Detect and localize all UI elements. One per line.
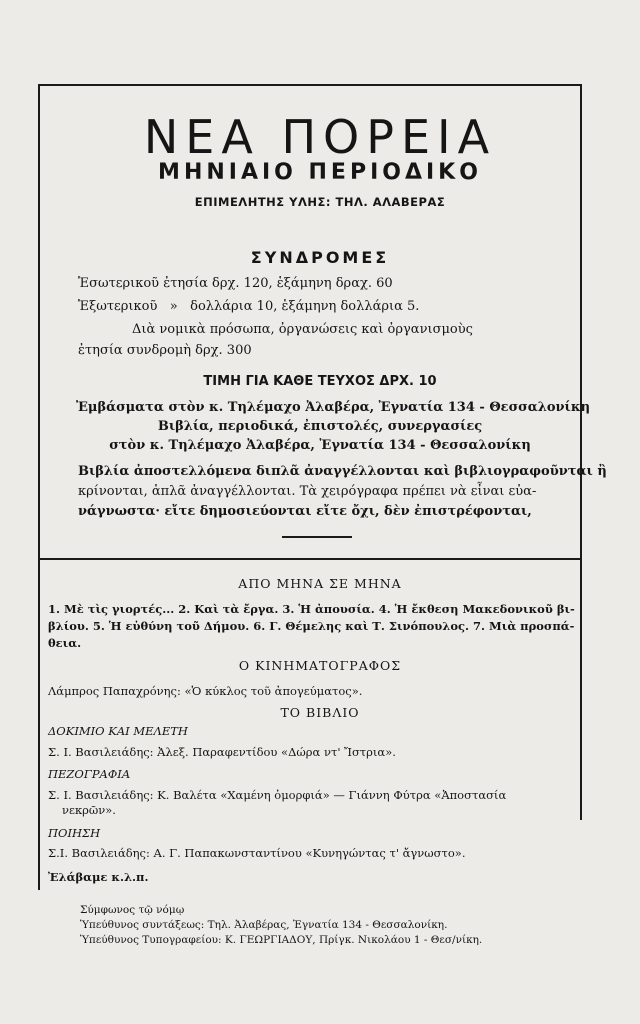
subscription-foreign: Ἐξωτερικοῦ » δολλάρια 10, ἑξάμηνη δολλάρια 5.: [78, 299, 420, 314]
essay-line: Σ. Ι. Βασιλειάδης: Ἀλεξ. Παραφεντίδου «Δώρα ντ' Ἴστρια».: [48, 745, 396, 759]
magazine-title: ΝΕΑ ΠΟΡΕΙΑ: [143, 110, 497, 164]
magazine-subtitle: ΜΗΝΙΑΙΟ ΠΕΡΙΟΔΙΚΟ: [158, 160, 482, 185]
left-rule: [38, 560, 40, 890]
month-line-1: 1. Μὲ τὶς γιορτές... 2. Καὶ τὰ ἔργα. 3. Ἡ ἀπουσία. 4. Ἡ ἔκθεση Μακεδονικοῦ βι-: [48, 602, 575, 616]
notice-line-3: νάγνωστα· εἴτε δημοσιεύονται εἴτε ὄχι, δὲν ἐπιστρέφονται,: [78, 504, 532, 519]
received-note: Ἐλάβαμε κ.λ.π.: [48, 870, 149, 884]
cinema-heading: Ο ΚΙΝΗΜΑΤΟΓΡΑΦΟΣ: [238, 658, 402, 673]
notice-line-1: Βιβλία ἀποστελλόμενα διπλᾶ ἀναγγέλλονται καὶ βιβλιογραφοῦνται ἢ: [78, 464, 607, 479]
prose-label: ΠΕΖΟΓΡΑΦΙΑ: [48, 767, 131, 781]
month-line-2: βλίου. 5. Ἡ εὐθύνη τοῦ Δήμου. 6. Γ. Θέμελης καὶ Τ. Σινόπουλος. 7. Μιὰ προσπά-: [48, 619, 575, 633]
editor-line: ΕΠΙΜΕΛΗΤΗΣ ΥΛΗΣ: ΤΗΛ. ΑΛΑΒΕΡΑΣ: [194, 195, 446, 209]
remittance-line-1: Ἐμβάσματα στὸν κ. Τηλέμαχο Ἀλαβέρα, Ἐγνατία 134 - Θεσσαλονίκη: [76, 400, 591, 415]
subscription-legal-2: ἐτησία συνδρομὴ δρχ. 300: [78, 343, 252, 358]
essay-label: ΔΟΚΙΜΙΟ ΚΑΙ ΜΕΛΕΤΗ: [48, 724, 188, 738]
footer-line-1: Σύμφωνος τῷ νόμῳ: [80, 904, 185, 916]
subscription-domestic: Ἐσωτερικοῦ ἐτησία δρχ. 120, ἑξάμηνη δραχ. 60: [78, 276, 393, 291]
month-heading: ΑΠΟ ΜΗΝΑ ΣΕ ΜΗΝΑ: [238, 576, 402, 591]
book-heading: ΤΟ ΒΙΒΛΙΟ: [280, 705, 360, 720]
poetry-label: ΠΟΙΗΣΗ: [48, 826, 101, 840]
notice-line-2: κρίνονται, ἁπλᾶ ἀναγγέλλονται. Τὰ χειρόγραφα πρέπει νὰ εἶναι εὐα-: [78, 484, 537, 499]
issue-price: ΤΙΜΗ ΓΙΑ ΚΑΘΕ ΤΕΥΧΟΣ ΔΡΧ. 10: [203, 374, 437, 389]
footer-line-3: Ὑπεύθυνος Τυπογραφείου: Κ. ΓΕΩΡΓΙΑΔΟΥ, Πρίγκ. Νικολάου 1 - Θεσ/νίκη.: [80, 934, 483, 946]
footer-line-2: Ὑπεύθυνος συντάξεως: Τηλ. Ἀλαβέρας, Ἐγνατία 134 - Θεσσαλονίκη.: [80, 919, 448, 931]
remittance-line-2: Βιβλία, περιοδικά, ἐπιστολές, συνεργασίες: [157, 419, 483, 434]
right-rule: [580, 560, 582, 820]
subscription-legal-1: Διὰ νομικὰ πρόσωπα, ὀργανώσεις καὶ ὀργανισμοὺς: [132, 322, 473, 337]
poetry-line: Σ.Ι. Βασιλειάδης: Α. Γ. Παπακωνσταντίνου «Κυνηγώντας τ' ἄγνωστο».: [48, 846, 466, 860]
month-line-3: θεια.: [48, 636, 82, 650]
remittance-line-3: στὸν κ. Τηλέμαχο Ἀλαβέρα, Ἐγνατία 134 - Θεσσαλονίκη: [109, 438, 531, 453]
cinema-line: Λάμπρος Παπαχρόνης: «Ὁ κύκλος τοῦ ἀπογεύματος».: [48, 684, 363, 698]
separator-rule: [282, 536, 352, 538]
prose-line-1: Σ. Ι. Βασιλειάδης: Κ. Βαλέτα «Χαμένη ὀμορφιά» — Γιάννη Φύτρα «Ἀποστασία: [48, 788, 507, 802]
prose-line-2: νεκρῶν».: [62, 803, 116, 817]
subscriptions-heading: ΣΥΝΔΡΟΜΕΣ: [250, 248, 390, 267]
